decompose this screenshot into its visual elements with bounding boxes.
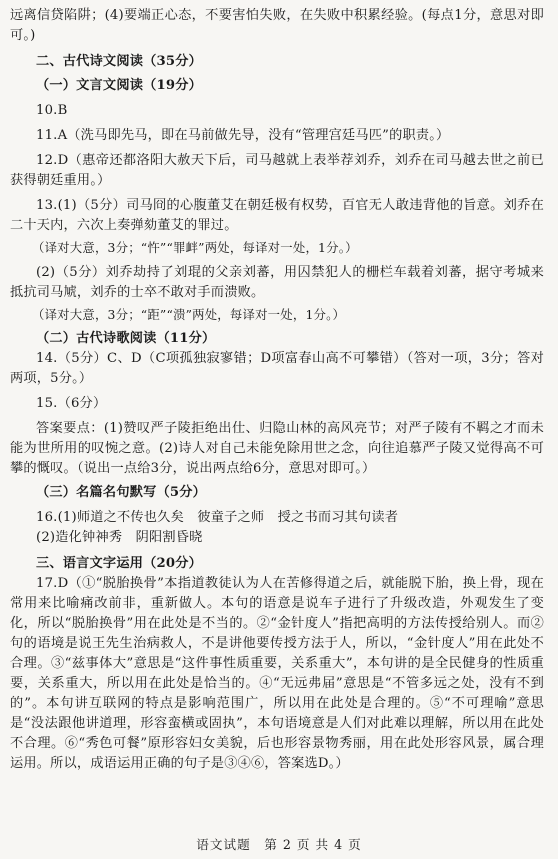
answer-17: 17.D（①“脱胎换骨”本指道教徒认为人在苦修得道之后，就能脱下胎，换上骨，现在常用来比喻痛改前非，重新做人。本句的语意是说车子进行了升级改造，外观发生了变化，所以“脱胎换骨”用在此处是不当的。②“金针度人”指把高明的方法传授给别人。而②句的语境是说王先生治病救人，不是讲他要传授方法于人，所以，“金针度人”用在此处不合理。③“兹事体大”意思是“这件事性质重要，关系重大”，本句讲的是全民健身的性质重要，关系重大，所以用在此处是恰当的。④“无远弗届”意思是“不管多远之处，没有不到的”。本句讲互联网的特点是影响范围广，所以用在此处是合理的。⑤“不可理喻”意思是“没法跟他讲道理，形容蛮横或固执”，本句语境意是人们对此难以理解，所以用在此处不合理。⑥“秀色可餐”原形容妇女美貌，后也形容景物秀丽，用在此处形容风景，属合理运用。所以，成语运用正确的句子是③④⑥，答案选D。） [10, 576, 544, 771]
page-footer: 语文试题 第 2 页 共 4 页 [196, 837, 362, 852]
answer-13-2: (2)（5分）刘乔劫持了刘琨的父亲刘蕃，用囚禁犯人的栅栏车载着刘蕃，据守考城来抵抗司马虓，刘乔的士卒不敢对手而溃败。 [10, 265, 544, 300]
section-heading-ancient: 二、古代诗文阅读（35分） [36, 54, 203, 69]
section-heading-language: 三、语言文字运用（20分） [36, 556, 203, 571]
answer-12: 12.D（惠帝还都洛阳大赦天下后，司马越就上表举荐刘乔，刘乔在司马越去世之前已获得朝廷重用。） [10, 153, 544, 188]
answer-15: 15.（6分） [36, 396, 107, 411]
answer-16-2: (2)造化钟神秀 阴阳割昏晓 [36, 530, 203, 545]
answer-14: 14.（5分）C、D（C项孤独寂寥错；D项富春山高不可攀错）（答对一项，3分；答对两项，5分。） [10, 351, 544, 386]
answer-continuation: 远离信贷陷阱；(4)要端正心态，不要害怕失败，在失败中积累经验。(每点1分，意思对即可。) [10, 8, 544, 43]
answer-16-1: 16.(1)师道之不传也久矣 彼童子之师 授之书而习其句读者 [36, 510, 399, 525]
answer-13-2-note: （译对大意，3分；“距”“溃”两处，每译对一处，1分。） [32, 307, 346, 322]
answer-11: 11.A（洗马即先马，即在马前做先导，没有“管理宫廷马匹”的职责。） [36, 128, 450, 143]
subsection-heading-recite: （三）名篇名句默写（5分） [36, 485, 207, 500]
answer-15-points: 答案要点：(1)赞叹严子陵拒绝出仕、归隐山林的高风亮节；对严子陵有不羁之才而未能为世所用的叹惋之意。(2)诗人对自己未能免除用世之念，向往追慕严子陵又觉得高不可攀的慨叹。（说出一点给3分，说出两点给6分，意思对即可。） [10, 421, 544, 476]
subsection-heading-classical: （一）文言文阅读（19分） [36, 78, 203, 93]
answer-13-1-note: （译对大意，3分；“忤”“罪衅”两处，每译对一处，1分。） [32, 240, 358, 255]
answer-13-1: 13.(1)（5分）司马冏的心腹董艾在朝廷极有权势，百官无人敢违背他的旨意。刘乔在二十天内，六次上奏弹劾董艾的罪过。 [10, 198, 544, 233]
subsection-heading-poetry: （二）古代诗歌阅读（11分） [36, 331, 216, 346]
answer-10: 10.B [36, 103, 68, 118]
